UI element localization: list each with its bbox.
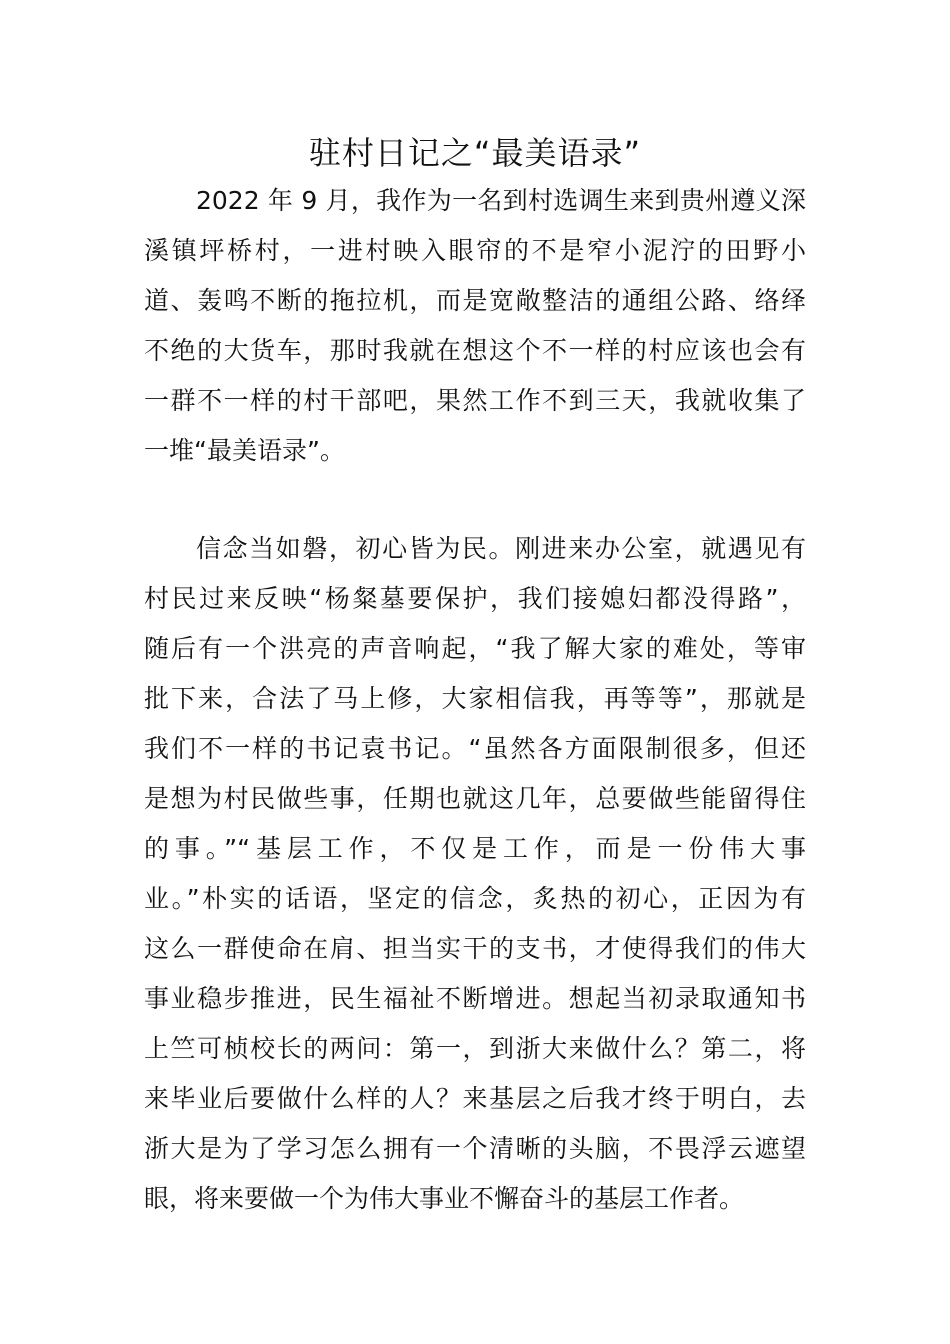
paragraph-line: 是想为村民做些事，任期也就这几年，总要做些能留得住: [144, 784, 806, 813]
paragraph-line: 随后有一个洪亮的声音响起，“我了解大家的难处，等审: [144, 634, 806, 663]
paragraph-line: 村民过来反映“杨粲墓要保护，我们接媳妇都没得路”，: [144, 584, 806, 613]
paragraph-line: 这么一群使命在肩、担当实干的支书，才使得我们的伟大: [144, 934, 806, 963]
paragraph-1: [144, 176, 806, 476]
paragraph-line: 的事。”“基层工作，不仅是工作，而是一份伟大事: [144, 834, 806, 863]
paragraph-line: 来毕业后要做什么样的人？来基层之后我才终于明白，去: [144, 1084, 806, 1113]
paragraph-2: [144, 524, 806, 1224]
document-title: 驻村日记之“最美语录”: [308, 134, 642, 172]
paragraph-line: 浙大是为了学习怎么拥有一个清晰的头脑，不畏浮云遮望: [144, 1134, 806, 1163]
paragraph-line: 2022 年 9 月，我作为一名到村选调生来到贵州遵义深: [196, 186, 806, 215]
paragraph-line: 上竺可桢校长的两问：第一，到浙大来做什么？第二，将: [144, 1034, 806, 1063]
paragraph-line: 眼，将来要做一个为伟大事业不懈奋斗的基层工作者。: [144, 1184, 745, 1213]
paragraph-line: 道、轰鸣不断的拖拉机，而是宽敞整洁的通组公路、络绎: [144, 286, 806, 315]
paragraph-line: 业。”朴实的话语，坚定的信念，炙热的初心，正因为有: [144, 884, 806, 913]
paragraph-line: 批下来，合法了马上修，大家相信我，再等等”，那就是: [144, 684, 806, 713]
paragraph-line: 一群不一样的村干部吧，果然工作不到三天，我就收集了: [144, 386, 806, 415]
paragraph-line: 事业稳步推进，民生福祉不断增进。想起当初录取通知书: [144, 984, 806, 1013]
paragraph-line: 一堆“最美语录”。: [144, 436, 345, 465]
paragraph-line: 不绝的大货车，那时我就在想这个不一样的村应该也会有: [144, 336, 806, 365]
paragraph-line: 信念当如磐，初心皆为民。刚进来办公室，就遇见有: [196, 534, 806, 563]
paragraph-line: 溪镇坪桥村，一进村映入眼帘的不是窄小泥泞的田野小: [144, 236, 806, 265]
paragraph-line: 我们不一样的书记袁书记。“虽然各方面限制很多，但还: [144, 734, 806, 763]
